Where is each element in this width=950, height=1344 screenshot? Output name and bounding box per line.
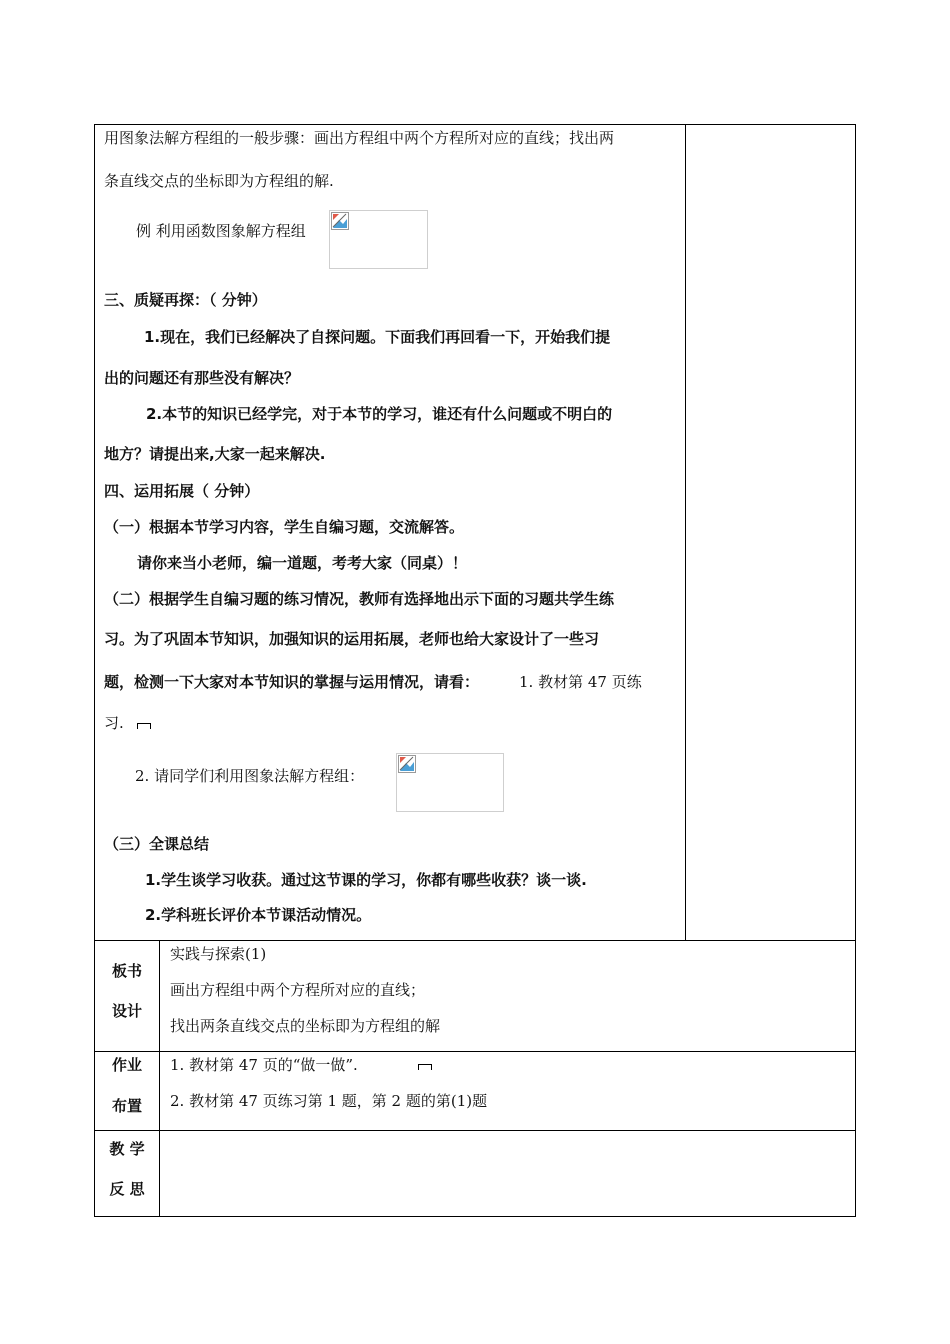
board-line-2: 画出方程组中两个方程所对应的直线；	[170, 981, 426, 999]
sub3-heading: （三）全课总结	[104, 835, 210, 853]
sub2-line1: （二）根据学生自编习题的练习情况，教师有选择地出示下面的习题共学生练	[104, 590, 615, 608]
broken-image-icon	[331, 212, 349, 230]
homework-item-1: 1. 教材第 47 页的“做一做”.	[170, 1056, 358, 1074]
section3-heading: 三、质疑再探：（ 分钟）	[104, 291, 267, 309]
board-line-1: 实践与探索(1)	[170, 945, 267, 963]
main-column-divider	[685, 124, 686, 941]
reflection-label-2: 反 思	[109, 1180, 145, 1198]
example-text: 例 利用函数图象解方程组	[136, 222, 306, 240]
sub3-item2: 2.学科班长评价本节课活动情况。	[145, 906, 372, 924]
broken-image-icon	[398, 755, 416, 773]
sub1-heading: （一）根据本节学习内容，学生自编习题，交流解答。	[104, 518, 465, 536]
board-line-3: 找出两条直线交点的坐标即为方程组的解	[170, 1017, 441, 1035]
small-bracket-mark	[418, 1064, 432, 1070]
s3-item1-line1: 1.现在，我们已经解决了自探问题。下面我们再回看一下，开始我们提	[144, 328, 611, 346]
board-design-label-1: 板书	[111, 962, 142, 980]
table-bottom-border	[94, 1216, 856, 1217]
sub2-line3b: 1. 教材第 47 页练	[519, 673, 642, 691]
row-divider-homework	[94, 1051, 856, 1052]
row-divider-reflection	[94, 1130, 856, 1131]
step-line-1: 用图象法解方程组的一般步骤：画出方程组中两个方程所对应的直线；找出两	[104, 129, 615, 147]
s3-item1-line2: 出的问题还有那些没有解决？	[104, 369, 300, 387]
exercise2-text: 2. 请同学们利用图象法解方程组：	[135, 767, 365, 785]
sub3-item1: 1.学生谈学习收获。通过这节课的学习，你都有哪些收获？谈一谈.	[145, 871, 587, 889]
table-top-border	[94, 124, 856, 125]
label-column-divider	[159, 940, 160, 1217]
exercise2-image-placeholder	[396, 753, 504, 812]
sub2-line3a: 题，检测一下大家对本节知识的掌握与运用情况，请看：	[104, 673, 480, 691]
row-divider-board	[94, 940, 856, 941]
homework-label-1: 作业	[111, 1056, 142, 1074]
board-design-label-2: 设计	[111, 1002, 142, 1020]
homework-item-2: 2. 教材第 47 页练习第 1 题，第 2 题的第(1)题	[170, 1092, 488, 1110]
table-left-border	[94, 124, 95, 1217]
reflection-label-1: 教 学	[109, 1140, 145, 1158]
sub2-line4: 习.	[104, 714, 124, 732]
section4-heading: 四、运用拓展（ 分钟）	[104, 482, 260, 500]
small-bracket-mark	[137, 723, 151, 729]
homework-label-2: 布置	[111, 1097, 142, 1115]
step-line-2: 条直线交点的坐标即为方程组的解.	[104, 172, 334, 190]
s3-item2-line1: 2.本节的知识已经学完，对于本节的学习，谁还有什么问题或不明白的	[146, 405, 613, 423]
sub1-text: 请你来当小老师，编一道题，考考大家（同桌）！	[137, 554, 468, 572]
s3-item2-line2: 地方？请提出来,大家一起来解决.	[104, 445, 326, 463]
equation-image-placeholder	[329, 210, 428, 269]
sub2-line2: 习。为了巩固本节知识，加强知识的运用拓展，老师也给大家设计了一些习	[104, 630, 600, 648]
table-right-border	[855, 124, 856, 1217]
